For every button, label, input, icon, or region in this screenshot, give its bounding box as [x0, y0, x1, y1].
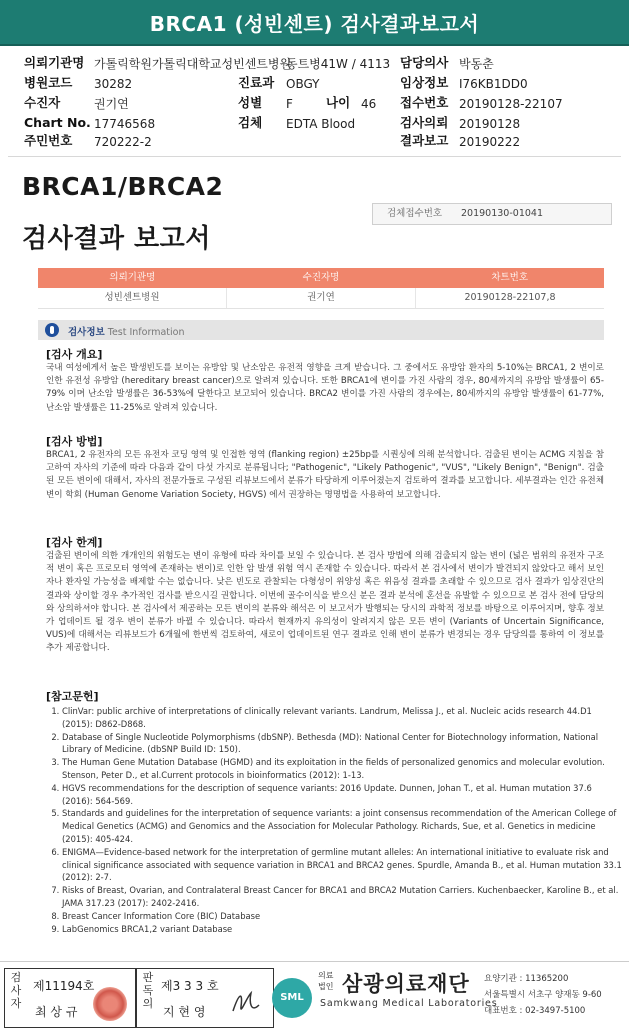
info-value-patient: 권기연 — [226, 288, 415, 308]
inspector-license: 제11194호 — [33, 979, 95, 993]
report-title: BRCA1 (성빈센트) 검사결과보고서 — [149, 12, 480, 36]
approver-signature — [229, 987, 265, 1019]
method-text: BRCA1, 2 유전자의 모든 유전자 코딩 영역 및 인접한 영역 (flanking region) ±25bp를 시퀀싱에 의해 분석합니다. 검출된 변이는 ACMG 지침을 참고하여 자사의 기준에 따라 다음과 같이 다섯 가지로 분류됩니다; "Pathogenic", "Likely Pathogenic", "VUS", "Likely Benign", "Benign". 검출된 모든 변이에 대해서, 자사의 전문가들로 구성된 리뷰보드에서 분류가 타당하게 이루어졌는지 검토하여 결과를 보고합니다. 세부결과는 인간 유전체 변이 학회 (Human Genome Variation Society, HGVS) 에서 권장하는 명명법을 사용하여 보고합니다. — [46, 450, 604, 500]
section-title-en: Test Information — [107, 327, 185, 338]
ward-value: 동트병41W / 4113 — [286, 57, 391, 71]
doctor-value: 박동춘 — [459, 57, 494, 71]
logo-small-1: 의료 — [318, 971, 334, 980]
inspector-name: 최 상 규 — [35, 1005, 78, 1019]
institution-code: 요양기관 : 11365200 — [484, 974, 569, 984]
lab-address: 서울특별시 서초구 양재동 9-60 — [484, 990, 602, 1000]
specimen-value: EDTA Blood — [286, 117, 356, 131]
reference-list — [46, 705, 622, 935]
hospital-label: 의뢰기관명 — [24, 55, 85, 70]
approver-box — [136, 968, 274, 1028]
approver-label: 판독의 — [142, 971, 154, 1010]
patient-info-table — [38, 268, 604, 309]
age-value: 46 — [361, 97, 377, 111]
report-date-value: 20190222 — [459, 135, 521, 149]
sex-label: 성별 — [238, 95, 263, 110]
patient-value: 권기연 — [94, 97, 129, 111]
sml-logo-icon: SML — [272, 978, 312, 1018]
dept-value: OBGY — [286, 77, 320, 91]
specimen-receipt-label: 검체접수번호 — [387, 208, 443, 219]
specimen-label: 검체 — [238, 115, 263, 130]
receipt-label: 접수번호 — [400, 95, 449, 110]
info-value-hospital: 성빈센트병원 — [104, 292, 160, 303]
lab-name: 삼광의료재단 — [342, 972, 470, 996]
hospital-value: 가톨릭학원가톨릭대학교성빈센트병원 — [94, 57, 292, 71]
patient-label: 수진자 — [24, 95, 61, 110]
info-header-chart: 차트번호 — [491, 272, 529, 283]
id-value: 720222-2 — [94, 135, 152, 149]
info-header-hospital: 의뢰기관명 — [109, 272, 156, 283]
lab-name-en: Samkwang Medical Laboratories — [320, 998, 498, 1009]
code-label: 병원코드 — [24, 75, 73, 90]
info-header-patient: 수진자명 — [302, 272, 340, 283]
clinical-value: I76KB1DD0 — [459, 77, 528, 91]
info-table-row — [38, 288, 604, 309]
info-table-header — [38, 268, 604, 288]
reference-item: 5. Standards and guidelines for the interpretation of sequence variants: a joint consensus recommendation of the American College of Medical Genetics (ACMG) and Genomics and the Association for Molecular Pathology. Richards, Sue, et al. Genetics in medicine (2015): 405-424. — [62, 807, 622, 845]
reference-item: 8. Breast Cancer Information Core (BIC) Database — [62, 910, 622, 923]
limit-text: 검출된 변이에 의한 개개인의 위험도는 변이 유형에 따라 차이를 보일 수 있습니다. 본 검사 방법에 의해 검출되지 않는 변이 (넓은 범위의 유전자 구조적 변이 혹은 프로모터 영역에 존재하는 변이)로 인한 암 발생 위험 역시 존재할 수 있습니다. 따라서 본 검사에서 변이가 발견되지 않았다고 해서 보인자나 환자일 가능성을 배제할 수는 없습니다. 낮은 빈도로 관찰되는 다형성이 위양성 혹은 위음성 결과를 초래할 수 있으므로 검사 결과가 임상진단의 결과와 상이할 경우 추가적인 검사를 받으시길 권합니다. 이번에 골수이식을 받으신 분은 결과 분석에 혼선을 유발할 수 있으므로 본 검사 전에 담당의와 상의하셔야 합니다. 본 검사에서 제공하는 모든 변이의 분류와 해석은 이 보고서가 발행되는 당시의 과학적 정보를 바탕으로 이루어지며, 향후 정보가 업데이트 될 경우 변이 분류가 바뀔 수 있습니다. 따라서 현재까지 유의성이 알려지지 않은 모든 변이 (Variants of Uncertain Significance, VUS)에 대해서는 리뷰보드가 6개월에 한번씩 검토하여, 새로이 업데이트된 연구 결과로 인해 변이 분류가 변경되는 경우 담당의를 통하여 이 정보를 추가 제공합니다. — [46, 551, 604, 654]
logo-small-2: 법인 — [318, 982, 334, 991]
method-heading: [검사 방법] — [46, 435, 103, 448]
inspector-label: 검사자 — [10, 971, 22, 1010]
age-label: 나이 — [326, 95, 351, 110]
doc-title-line1: BRCA1/BRCA2 — [22, 172, 224, 201]
dept-label: 진료과 — [238, 75, 275, 90]
approver-name: 지 현 영 — [163, 1005, 206, 1019]
inspector-seal — [93, 987, 127, 1021]
clinical-label: 임상정보 — [400, 75, 449, 90]
reference-item: 7. Risks of Breast, Ovarian, and Contralateral Breast Cancer for BRCA1 and BRCA2 Mutation Carriers. Kuchenbaecker, Karoline B., et al. JAMA 317.23 (2017): 2402-2416. — [62, 884, 622, 910]
reference-item: 1. ClinVar: public archive of interpretations of clinically relevant variants. Landrum, Melissa J., et al. Nucleic acids research 44.D1 (2015): D862-D868. — [62, 705, 622, 731]
request-value: 20190128 — [459, 117, 521, 131]
specimen-receipt-value: 20190130-01041 — [461, 208, 544, 219]
section-title — [68, 324, 184, 338]
section-title-ko: 검사정보 — [68, 327, 105, 338]
ribbon-icon — [45, 323, 59, 337]
chart-label: Chart No. — [24, 115, 91, 130]
doctor-label: 담당의사 — [400, 55, 449, 70]
overview-heading: [검사 개요] — [46, 348, 103, 361]
id-label: 주민번호 — [24, 133, 73, 148]
report-banner — [0, 0, 629, 46]
inspector-box — [4, 968, 136, 1028]
sex-value: F — [286, 97, 293, 111]
reference-item: 4. HGVS recommendations for the description of sequence variants: 2016 Update. Dunnen, Johan T., et al. Human mutation 37.6 (2016): 564-569. — [62, 782, 622, 808]
reference-item: 3. The Human Gene Mutation Database (HGMD) and its exploitation in the fields of personalized genomics and molecular evolution. Stenson, Peter D., et al.Current protocols in bioinformatics (2012): 1-13. — [62, 756, 622, 782]
chart-value: 17746568 — [94, 117, 156, 131]
reference-item: 2. Database of Single Nucleotide Polymorphisms (dbSNP). Bethesda (MD): National Center for Biotechnology information, National Library of Medicine. (dbSNP Build ID: 150). — [62, 731, 622, 757]
code-value: 30282 — [94, 77, 133, 91]
reference-item: 6. ENIGMA—Evidence-based network for the interpretation of germline mutant alleles: An international initiative to evaluate risk and clinical significance associated with sequence variation in BRCA1 and BRCA2 genes. Spurdle, Amanda B., et al. Human mutation 33.1 (2012): 2-7. — [62, 846, 622, 884]
info-value-chart: 20190128-22107,8 — [415, 288, 604, 308]
refs-heading: [참고문헌] — [46, 690, 99, 703]
specimen-receipt-box — [372, 203, 612, 225]
receipt-value: 20190128-22107 — [459, 97, 563, 111]
limit-heading: [검사 한계] — [46, 536, 103, 549]
section-header-test-info — [38, 320, 604, 340]
doc-title-line2: 검사결과 보고서 — [22, 224, 211, 254]
reference-item: 9. LabGenomics BRCA1,2 variant Database — [62, 923, 622, 936]
header-divider — [8, 156, 621, 157]
overview-text: 국내 여성에게서 높은 발생빈도를 보이는 유방암 및 난소암은 유전적 영향을 크게 받습니다. 그 중에서도 유방암 환자의 5-10%는 BRCA1, 2 변이로 인한 유전성 유방암 (hereditary breast cancer)으로 알려져 있습니다. 또한 BRCA1에 변이를 가진 사람의 경우, 80세까지의 유방암 발생률이 65-79% 이며 난소암 발생률은 36-53%에 달한다고 보고되어 있습니다. BRCA2 변이를 가진 사람의 경우에는, 80세까지의 유방암 발생률이 61-77%, 난소암 발생률은 11-25%로 알려져 있습니다. — [46, 363, 604, 413]
lab-phone: 대표번호 : 02-3497-5100 — [484, 1006, 586, 1016]
report-date-label: 결과보고 — [400, 133, 449, 148]
approver-license: 제3 3 3 호 — [161, 979, 219, 993]
request-label: 검사의뢰 — [400, 115, 449, 130]
